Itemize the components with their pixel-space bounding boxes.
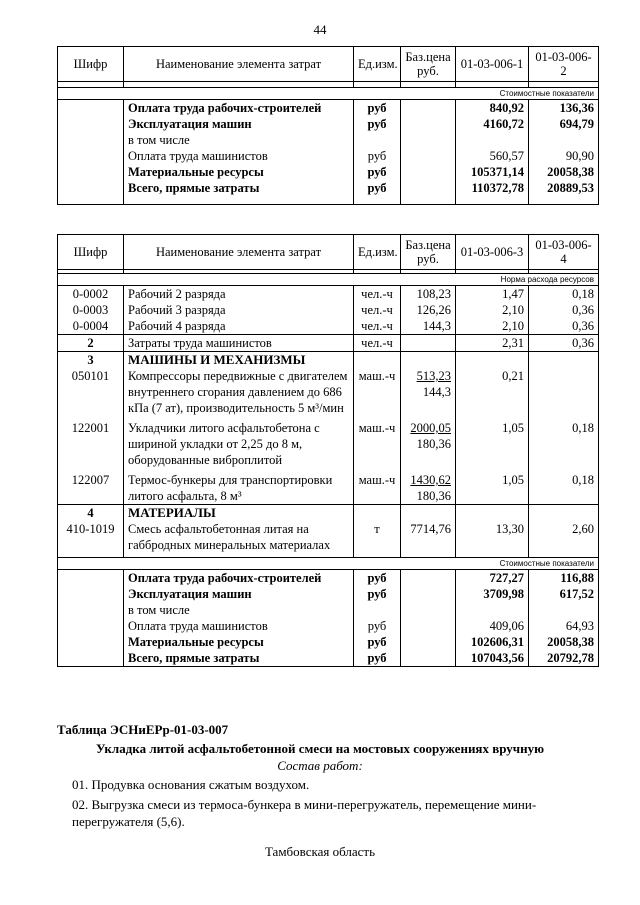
header-cell: Шифр: [58, 47, 124, 82]
subheader-row: [58, 557, 599, 569]
table-subtitle: Укладка литой асфальтобетонной смеси на мостовых сооружениях вручную: [95, 741, 545, 756]
table-title: Таблица ЭСНиЕРр-01-03-007: [57, 722, 229, 737]
table-row: Оплата труда машинистов руб 409,06 64,93: [58, 618, 599, 634]
table-row: 050101 Компрессоры передвижные с двигателем внутреннего сгорания давлением до 686 кПа (7 ат), производительность 5 м³/мин маш.-ч 513,23 144,3 0,21: [58, 368, 599, 416]
header-cell: 01-03-006-3: [456, 235, 529, 270]
composition-heading: Состав работ:: [277, 758, 363, 773]
table-row: Эксплуатация машин руб 3709,98 617,52: [58, 586, 599, 602]
header-cell: Ед.изм.: [354, 47, 401, 82]
table-row: 0-0004 Рабочий 4 разряда чел.-ч 144,3 2,10 0,36: [58, 318, 599, 335]
table-row: Материальные ресурсы руб 105371,14 20058,38: [58, 164, 599, 180]
header-cell: 01-03-006-1: [456, 47, 529, 82]
header-cell: Наименование элемента затрат: [124, 47, 354, 82]
table-row: 0-0003 Рабочий 3 разряда чел.-ч 126,26 2,10 0,36: [58, 302, 599, 318]
header-cell: 01-03-006-4: [529, 235, 599, 270]
table-row: Оплата труда машинистов руб 560,57 90,90: [58, 148, 599, 164]
resource-table-2: [57, 234, 599, 667]
footer-region: Тамбовская область: [264, 844, 376, 859]
table-row: 410-1019 Смесь асфальтобетонная литая на габбродных минеральных материалах т 7714,76 13,30 2,60: [58, 521, 599, 553]
header-cell: 01-03-006-2: [529, 47, 599, 82]
table-row: 0-0002 Рабочий 2 разряда чел.-ч 108,23 1,47 0,18: [58, 286, 599, 303]
table-row: Оплата труда рабочих-строителей руб 840,92 136,36: [58, 100, 599, 117]
table-row: Эксплуатация машин руб 4160,72 694,79: [58, 116, 599, 132]
subheader-text: Норма расхода ресурсов: [58, 274, 599, 286]
table-row: Всего, прямые затраты руб 107043,56 20792,78: [58, 650, 599, 667]
table-row: Материальные ресурсы руб 102606,31 20058,38: [58, 634, 599, 650]
table-header-row: [58, 47, 599, 82]
subheader-text: Стоимостные показатели: [58, 88, 599, 100]
table-row: в том числе: [58, 602, 599, 618]
header-cell: Баз.цена руб.: [401, 47, 456, 82]
table-row: 122007 Термос-бункеры для транспортировки литого асфальта, 8 м³ маш.-ч 1430,62 180,36 1,05 0,18: [58, 472, 599, 505]
header-cell: Баз.цена руб.: [401, 235, 456, 270]
subheader-text: Стоимостные показатели: [58, 557, 599, 569]
table-row: 122001 Укладчики литого асфальтобетона с шириной укладки от 2,25 до 8 м, оборудованные виброплитой маш.-ч 2000,05 180,36 1,05 0,18: [58, 420, 599, 468]
table-header-row: [58, 235, 599, 270]
table-row: в том числе: [58, 132, 599, 148]
subheader-row: [58, 274, 599, 286]
table-row: Всего, прямые затраты руб 110372,78 20889,53: [58, 180, 599, 196]
header-cell: Шифр: [58, 235, 124, 270]
operation-item: 01. Продувка основания сжатым воздухом.: [72, 777, 310, 792]
section-row: 3 МАШИНЫ И МЕХАНИЗМЫ: [58, 352, 599, 369]
section-row: 4 МАТЕРИАЛЫ: [58, 505, 599, 522]
cost-table-1: [57, 46, 599, 205]
header-cell: Ед.изм.: [354, 235, 401, 270]
header-cell: Наименование элемента затрат: [124, 235, 354, 270]
table-row: 2 Затраты труда машинистов чел.-ч 2,31 0,36: [58, 335, 599, 352]
subheader-row: [58, 88, 599, 100]
operation-item: 02. Выгрузка смеси из термоса-бункера в мини-перегружатель, перемещение мини-перегружателя (5,6).: [72, 797, 537, 829]
page-number: 44: [313, 22, 327, 37]
table-row: Оплата труда рабочих-строителей руб 727,27 116,88: [58, 569, 599, 586]
